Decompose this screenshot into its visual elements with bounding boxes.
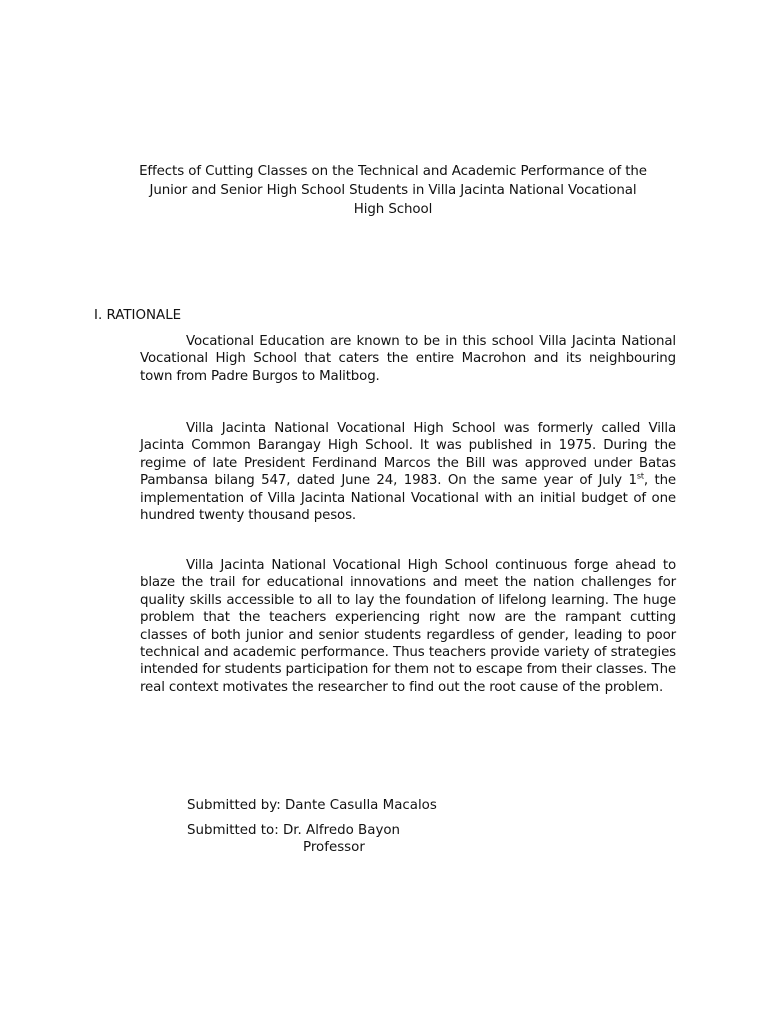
title-line-2: Junior and Senior High School Students in Villa Jacinta National Vocational — [149, 183, 637, 198]
ordinal-suffix: st — [636, 471, 644, 481]
paragraph-2-text-end: , the implementation of Villa Jacinta National Vocational with an initial budget of one hundred twenty thousand pesos. — [140, 473, 676, 524]
title-line-1: Effects of Cutting Classes on the Technical and Academic Performance of the — [139, 164, 647, 179]
paragraph-2-text-start: Villa Jacinta National Vocational High School was formerly called Villa Jacinta Common Barangay High School. It was published in 1975. During the regime of late President Ferdinand Marcos the Bill was approved under Batas Pambansa bilang 547, dated June 24, 1983. On the same year of July 1 — [140, 421, 676, 489]
section-heading-rationale: I. RATIONALE — [94, 308, 182, 323]
document-title — [120, 162, 666, 219]
rationale-paragraph-3: Villa Jacinta National Vocational High School continuous forge ahead to blaze the trail for educational innovations and meet the nation challenges for quality skills accessible to all to lay the foundation of lifelong learning. The huge problem that the teachers experiencing right now are the rampant cutting classes of both junior and senior students regardless of gender, leading to poor technical and academic performance. Thus teachers provide variety of strategies intended for students participation for them not to escape from their classes. The real context motivates the researcher to find out the root cause of the problem. — [140, 558, 676, 695]
rationale-paragraph-2 — [140, 420, 676, 524]
submitted-to: Submitted to: Dr. Alfredo Bayon — [187, 823, 401, 838]
rationale-paragraph-1: Vocational Education are known to be in this school Villa Jacinta National Vocational High School that caters the entire Macrohon and its neighbouring town from Padre Burgos to Malitbog. — [140, 334, 676, 384]
title-line-3: High School — [353, 202, 433, 217]
submitted-by: Submitted by: Dante Casulla Macalos — [187, 798, 437, 813]
submitted-to-role: Professor — [303, 840, 365, 855]
